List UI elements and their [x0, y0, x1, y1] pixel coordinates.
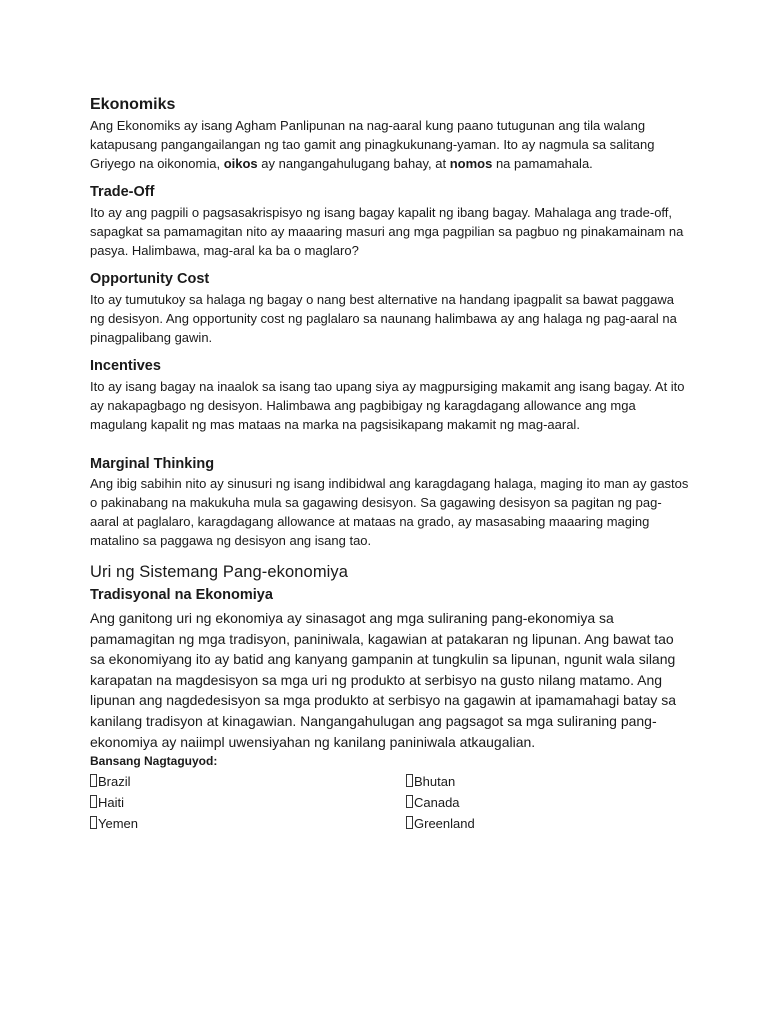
ekonomiks-text-1: Ang Ekonomiks ay isang Agham Panlipunan na nag-aaral kung paano tutugunan ang tila walang katapusang pangangailangan ng tao gamit ang pinagkukunang-yaman. Ito ay nagmula sa salitang Griyego na oikonomia,	[90, 118, 655, 171]
list-label: Bansang Nagtaguyod:	[90, 754, 218, 769]
list-item	[406, 772, 606, 791]
country-name: Yemen	[98, 816, 138, 832]
document-page	[90, 93, 690, 833]
ekonomiks-paragraph	[90, 116, 690, 173]
country-name: Greenland	[414, 816, 475, 832]
missing-glyph-icon	[90, 774, 97, 787]
section-title-ekonomiks: Ekonomiks	[90, 96, 176, 113]
missing-glyph-icon	[406, 816, 413, 829]
list-item	[90, 814, 406, 833]
term-nomos: nomos	[449, 156, 493, 171]
list-item	[406, 814, 606, 833]
section-title-uri: Uri ng Sistemang Pang-ekonomiya	[90, 563, 349, 581]
list-item	[90, 772, 406, 791]
missing-glyph-icon	[406, 795, 413, 808]
section-title-opportunity-cost: Opportunity Cost	[90, 271, 210, 287]
marginal-paragraph: Ang ibig sabihin nito ay sinusuri ng isang indibidwal ang karagdagang halaga, maging ito man ay gastos o pakinabang na makukuha mula sa gagawing desisyon. Sa gagawing desisyon sa pagitan ng pag-aaral at paglalaro, karagdagang allowance at mataas na grado, ay masasabing maaaring maging matalino sa paggawa ng desisyon ang isang tao.	[90, 476, 689, 548]
country-name: Haiti	[98, 795, 125, 811]
missing-glyph-icon	[406, 774, 413, 787]
tradisyonal-paragraph: Ang ganitong uri ng ekonomiya ay sinasagot ang mga suliraning pang-ekonomiya sa pamamagitan ng mga tradisyon, paniniwala, kagawian at patakaran ng lipunan. Ang bawat tao sa ekonomiyang ito ay batid ang kanyang gampanin at tungkulin sa lipunan, ngunit wala silang karapatan na magdesisyon sa mga uri ng produkto at serbisyo na gusto nilang matamo. Ang lipunan ang nagdedesisyon sa mga produkto at serbisyo na gagawin at ipamamahagi batay sa kanilang tradisyon at kinagawian. Nangangahulugan ang pagsagot sa mga suliraning pang-ekonomiya ay naiimpl uwensiyahan ng kanilang paniniwala atkaugalian.	[90, 610, 677, 750]
ekonomiks-text-3: na pamamahala.	[492, 156, 593, 171]
country-name: Bhutan	[414, 774, 456, 790]
country-name: Brazil	[98, 774, 131, 790]
missing-glyph-icon	[90, 816, 97, 829]
section-title-tradeoff: Trade-Off	[90, 184, 155, 200]
ekonomiks-text-2: ay nangangahulugang bahay, at	[257, 156, 450, 171]
term-oikos: oikos	[223, 156, 258, 171]
list-item	[406, 793, 606, 812]
section-title-marginal-thinking: Marginal Thinking	[90, 456, 215, 472]
section-title-incentives: Incentives	[90, 358, 161, 374]
tradeoff-paragraph: Ito ay ang pagpili o pagsasakrispisyo ng isang bagay kapalit ng ibang bagay. Mahalaga ang trade-off, sapagkat sa pamamagitan nito ay maaaring masuri ang mga pagpilian sa pagbuo ng pinakamainam na pasya. Halimbawa, mag-aral ka ba o maglaro?	[90, 205, 684, 258]
subsection-title-tradisyonal: Tradisyonal na Ekonomiya	[90, 587, 273, 603]
country-list	[90, 772, 690, 833]
missing-glyph-icon	[90, 795, 97, 808]
incentives-paragraph: Ito ay isang bagay na inaalok sa isang tao upang siya ay magpursiging makamit ang isang bagay. At ito ay nakapagbago ng desisyon. Halimbawa ang pagbibigay ng karagdagang allowance ang mga magulang kapalit ng mas mataas na marka na pagsisikapang makamit ng mag-aaral.	[90, 379, 685, 432]
list-item	[90, 793, 406, 812]
opportunity-paragraph: Ito ay tumutukoy sa halaga ng bagay o nang best alternative na handang ipagpalit sa bawat paggawa ng desisyon. Ang opportunity cost ng paglalaro sa naunang halimbawa ay ang halaga ng pag-aaral na pinagpalibang gawin.	[90, 292, 677, 345]
country-name: Canada	[414, 795, 460, 811]
